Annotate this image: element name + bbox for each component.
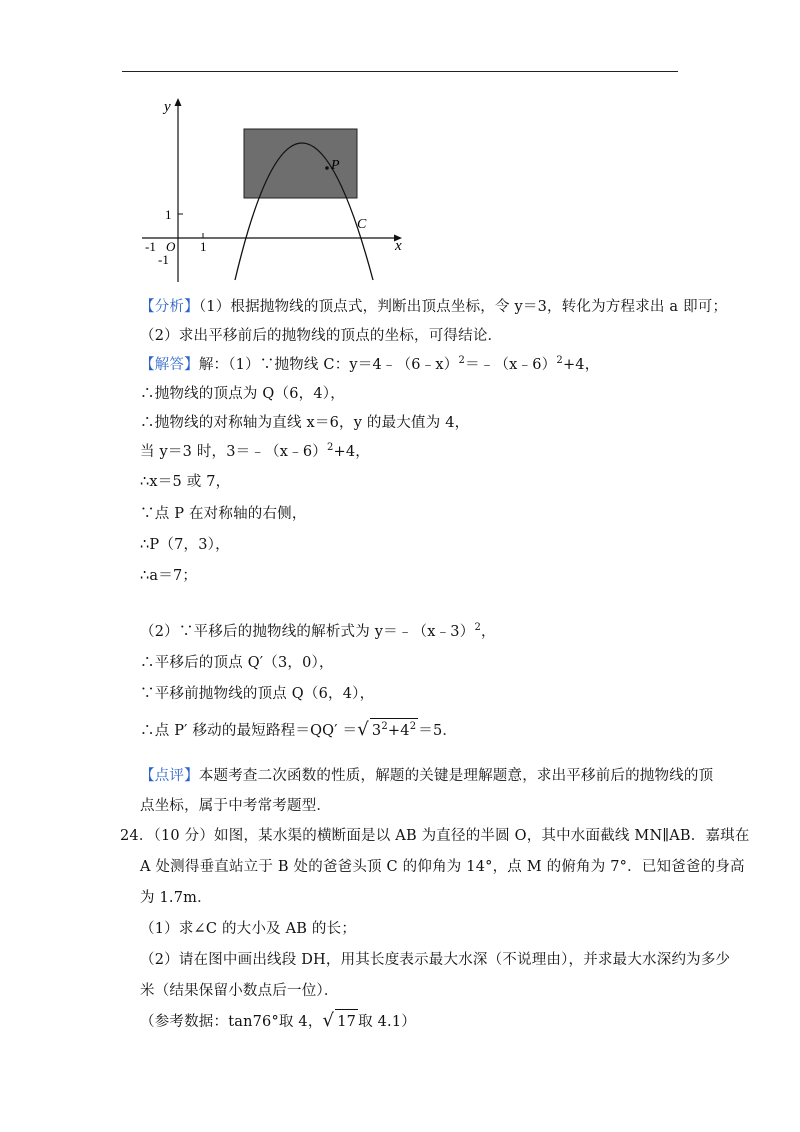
point-p-label: P <box>331 158 340 173</box>
solution-text-4c: +4， <box>333 444 371 460</box>
y-axis-label: y <box>164 99 171 115</box>
rad-base-2: +4 <box>387 723 410 739</box>
problem-line-5: （2）请在图中画出线段 DH，用其长度表示最大水深（不说理由），并求最大水深约为多少 <box>140 952 731 968</box>
header-rule <box>122 71 678 72</box>
solution-line-9 <box>140 621 496 643</box>
solution-exp-4: 2 <box>326 442 334 453</box>
problem-line-3: 为 1.7m． <box>140 890 212 906</box>
solution-line-8: ∴a＝7； <box>140 568 198 584</box>
review-tag: 【点评】 <box>140 768 199 784</box>
analysis-line-2: （2）求出平移前后的抛物线的顶点的坐标，可得结论． <box>140 328 503 344</box>
solution-line-1 <box>140 354 599 376</box>
radical-body <box>370 718 418 742</box>
solution-text-12a: ∴点 P′ 移动的最短路程＝QQ′ ＝ <box>140 723 358 739</box>
solution-line-5: ∴x＝5 或 7， <box>140 474 231 490</box>
solution-line-10: ∴平移后的顶点 Q′（3，0）， <box>140 655 334 671</box>
origin-label: O <box>166 239 176 254</box>
solution-exp-9: 2 <box>474 622 481 633</box>
problem-line-2: A 处测得垂直站立于 B 处的爸爸头顶 C 的仰角为 14°，点 M 的俯角为 7°．已知爸爸的身高 <box>140 859 745 875</box>
solution-line-3: ∴抛物线的对称轴为直线 x＝6，y 的最大值为 4， <box>140 415 470 431</box>
analysis-tag: 【分析】 <box>140 299 199 315</box>
y-axis-arrow <box>175 98 182 106</box>
review-text-1: 本题考查二次函数的性质，解题的关键是理解题意，求出平移前后的抛物线的顶 <box>198 768 714 784</box>
analysis-line-1 <box>140 296 727 318</box>
rad-exp-2: 2 <box>409 721 417 732</box>
solution-line-7: ∴P（7，3）， <box>140 537 230 553</box>
review-line-2: 点坐标，属于中考常考题型． <box>140 798 332 814</box>
solution-text-12-end: ＝5． <box>418 723 458 739</box>
point-p-dot <box>325 166 329 170</box>
radical-body-17: 17 <box>335 1009 358 1033</box>
problem-text-7a: （参考数据：tan76°取 4， <box>140 1014 323 1030</box>
tick-label-x-neg-one: -1 <box>145 239 156 254</box>
x-axis-label: x <box>395 238 402 254</box>
solution-text-9a: （2）∵平移后的抛物线的解析式为 y＝﹣（x﹣3） <box>140 624 475 640</box>
solution-line-12 <box>140 718 457 742</box>
solution-line-6: ∵点 P 在对称轴的右侧， <box>140 506 307 522</box>
solution-line-4 <box>140 441 370 463</box>
problem-text-7b: 取 4.1） <box>358 1014 416 1030</box>
analysis-text-1: （1）根据抛物线的顶点式，判断出顶点坐标，令 y＝3，转化为方程求出 a 即可； <box>198 299 728 315</box>
solution-text-1e: +4， <box>562 357 600 373</box>
review-line-1 <box>140 765 713 787</box>
solution-exp-2: 2 <box>556 355 563 366</box>
solution-text-4a: 当 y＝3 时，3＝﹣（x﹣6） <box>140 444 327 460</box>
rad-base-1: 3 <box>371 723 382 739</box>
problem-line-1: 24．（10 分）如图，某水渠的横断面是以 AB 为直径的半圆 O，其中水面截线 MN∥AB．嘉琪在 <box>120 828 750 844</box>
solution-tag: 【解答】 <box>140 357 199 373</box>
solution-line-2: ∴抛物线的顶点为 Q（6，4）， <box>140 386 345 402</box>
solution-text-9c: ， <box>481 624 496 640</box>
solution-line-11: ∵平移前抛物线的顶点 Q（6，4）， <box>140 686 375 702</box>
solution-text-1a: 解：（1）∵抛物线 C：y＝4﹣（6﹣x） <box>198 357 459 373</box>
problem-line-4: （1）求∠C 的大小及 AB 的长； <box>140 921 357 937</box>
tick-label-y-neg-one: -1 <box>158 252 169 267</box>
problem-line-6: 米（结果保留小数点后一位）． <box>140 983 339 999</box>
solution-text-1c: ＝﹣（x﹣6） <box>465 357 557 373</box>
tick-label-y-one: 1 <box>165 207 172 222</box>
parabola-graph <box>140 92 410 292</box>
problem-line-7 <box>140 1009 416 1033</box>
tick-label-x-one: 1 <box>200 239 207 254</box>
radical-sign-17: √ <box>322 1010 335 1031</box>
solution-exp-1: 2 <box>458 355 466 366</box>
shaded-rectangle <box>244 129 357 198</box>
radical-sign: √ <box>357 719 369 740</box>
point-c-label: C <box>357 217 367 232</box>
rad-exp-1: 2 <box>381 721 388 732</box>
